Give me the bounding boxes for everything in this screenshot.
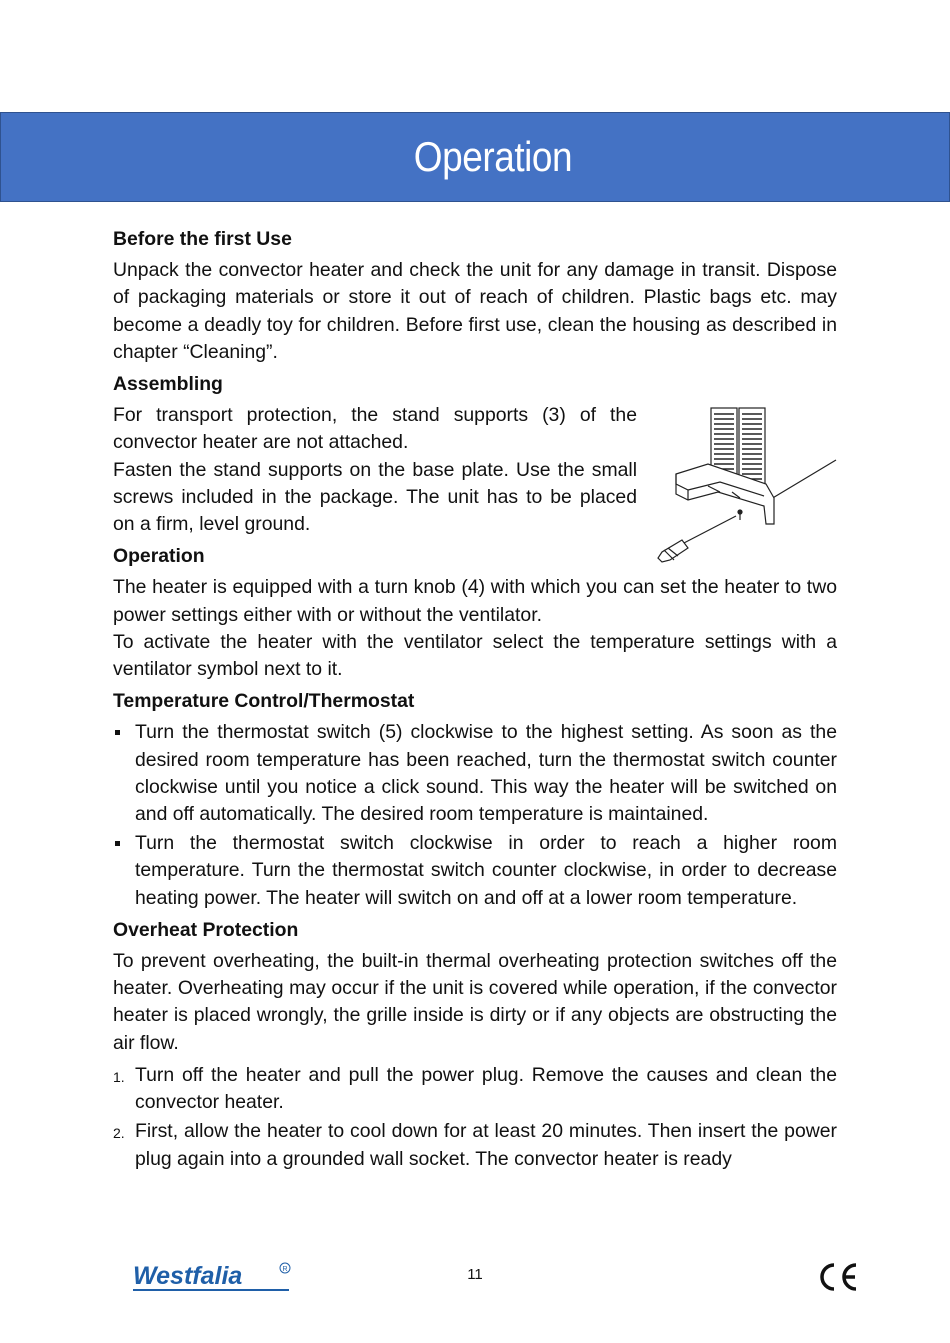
- step-text: Turn off the heater and pull the power plug. Remove the causes and clean the convector heater.: [135, 1063, 837, 1114]
- heading-assembling: Assembling: [113, 373, 223, 396]
- overheat-text: To prevent overheating, the built-in thermal overheating protection switches off the heater. Overheating may occur if the unit is covered while operation, if the convector heater is placed wrongly, the grille inside is dirty or if any objects are obstructing the air flow.: [113, 950, 837, 1054]
- section-banner: [0, 112, 950, 202]
- thermostat-list: [113, 719, 837, 911]
- ce-mark-icon: [818, 1262, 860, 1292]
- assembling-block: [113, 402, 637, 538]
- list-item: Turn the thermostat switch (5) clockwise to the highest setting. As soon as the desired room temperature has been reached, turn the thermostat switch counter clockwise until you notice a click sound. This way the heater will be switched on and off automatically. The desired room temperature is maintained.: [113, 719, 837, 828]
- first-use-text: Unpack the convector heater and check the unit for any damage in transit. Dispose of packaging materials or store it out of reach of children. Plastic bags etc. may become a deadly toy for children. Before first use, clean the housing as described in chapter “Cleaning”.: [113, 259, 837, 363]
- heading-operation: Operation: [113, 545, 205, 568]
- list-item: [113, 1062, 837, 1116]
- overheat-steps: [113, 1062, 837, 1173]
- page-title: Operation: [413, 133, 573, 180]
- stand-assembly-illustration: [648, 402, 840, 570]
- heading-first-use: Before the first Use: [113, 228, 292, 250]
- assembling-text-1: For transport protection, the stand supports (3) of the convector heater are not attached.: [113, 404, 637, 454]
- step-text: First, allow the heater to cool down for at least 20 minutes. Then insert the power plug again into a grounded wall socket. The convector heater is ready: [135, 1120, 837, 1170]
- operation-text-2: To activate the heater with the ventilator select the temperature settings with a ventilator symbol next to it.: [113, 630, 837, 681]
- step-number: 1.: [113, 1068, 125, 1085]
- page-number: 11: [467, 1266, 483, 1283]
- assembling-text-2: Fasten the stand supports on the base plate. Use the small screws included in the package. The unit has to be placed on a firm, level ground.: [113, 458, 637, 536]
- heading-overheat: Overheat Protection: [113, 918, 299, 941]
- heading-thermostat: Temperature Control/Thermostat: [113, 690, 415, 713]
- svg-text:Westfalia: Westfalia: [133, 1262, 243, 1290]
- document-body: [113, 226, 837, 1178]
- svg-text:R: R: [282, 1266, 288, 1273]
- operation-text-1: The heater is equipped with a turn knob (4) with which you can set the heater to two power settings either with or without the ventilator.: [113, 576, 837, 626]
- list-item: Turn the thermostat switch clockwise in order to reach a higher room temperature. Turn the thermostat switch counter clockwise, in order to decrease heating power. The heater will switch on and off at a lower room temperature.: [113, 830, 837, 912]
- list-item: [113, 1118, 837, 1172]
- step-number: 2.: [113, 1125, 125, 1142]
